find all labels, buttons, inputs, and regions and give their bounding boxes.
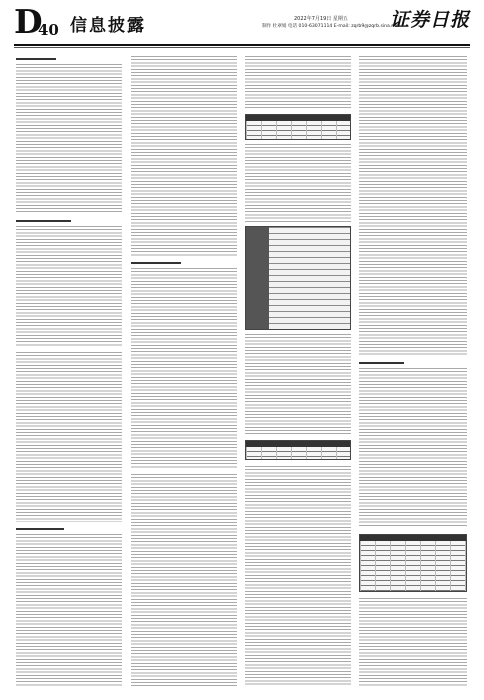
article-text: [359, 598, 467, 686]
article-heading: [16, 220, 71, 222]
table-header-row: [246, 115, 350, 121]
article-text: [359, 56, 467, 356]
article-text: [131, 56, 237, 256]
article-heading: [131, 262, 181, 264]
text-column-3: [245, 56, 351, 686]
section-title: 信息披露: [70, 16, 146, 36]
data-table: [245, 114, 351, 140]
text-column-2: [131, 56, 237, 686]
date-line: 2022年7月19日 星期五: [294, 16, 348, 22]
data-table: [359, 534, 467, 592]
article-text: [16, 226, 122, 346]
article-text: [16, 352, 122, 522]
table-header-row: [360, 535, 466, 541]
data-table: [245, 440, 351, 460]
article-heading: [16, 58, 56, 60]
article-text: [16, 64, 122, 214]
paper-logo: 证券日报: [389, 9, 470, 31]
article-heading: [359, 362, 404, 364]
article-heading: [16, 528, 64, 530]
section-letter: D: [14, 2, 42, 41]
article-text: [245, 144, 351, 222]
masthead-rule: [14, 44, 470, 46]
article-text: [245, 56, 351, 110]
data-table: [245, 226, 351, 330]
masthead-rule-thin: [14, 47, 470, 48]
article-text: [131, 268, 237, 468]
text-column-4: [359, 56, 467, 686]
article-text: [245, 466, 351, 686]
masthead: [14, 2, 470, 42]
article-text: [359, 368, 467, 528]
article-text: [245, 334, 351, 434]
article-text: [16, 534, 122, 686]
section-number: 40: [38, 21, 59, 39]
editor-line: 制作 杜翠娟 电话 010-63071114 E-mail: zqrb9@zqrb.sina.net: [262, 24, 399, 29]
table-header-row: [246, 441, 350, 447]
text-column-1: [16, 56, 122, 686]
article-text: [131, 474, 237, 686]
